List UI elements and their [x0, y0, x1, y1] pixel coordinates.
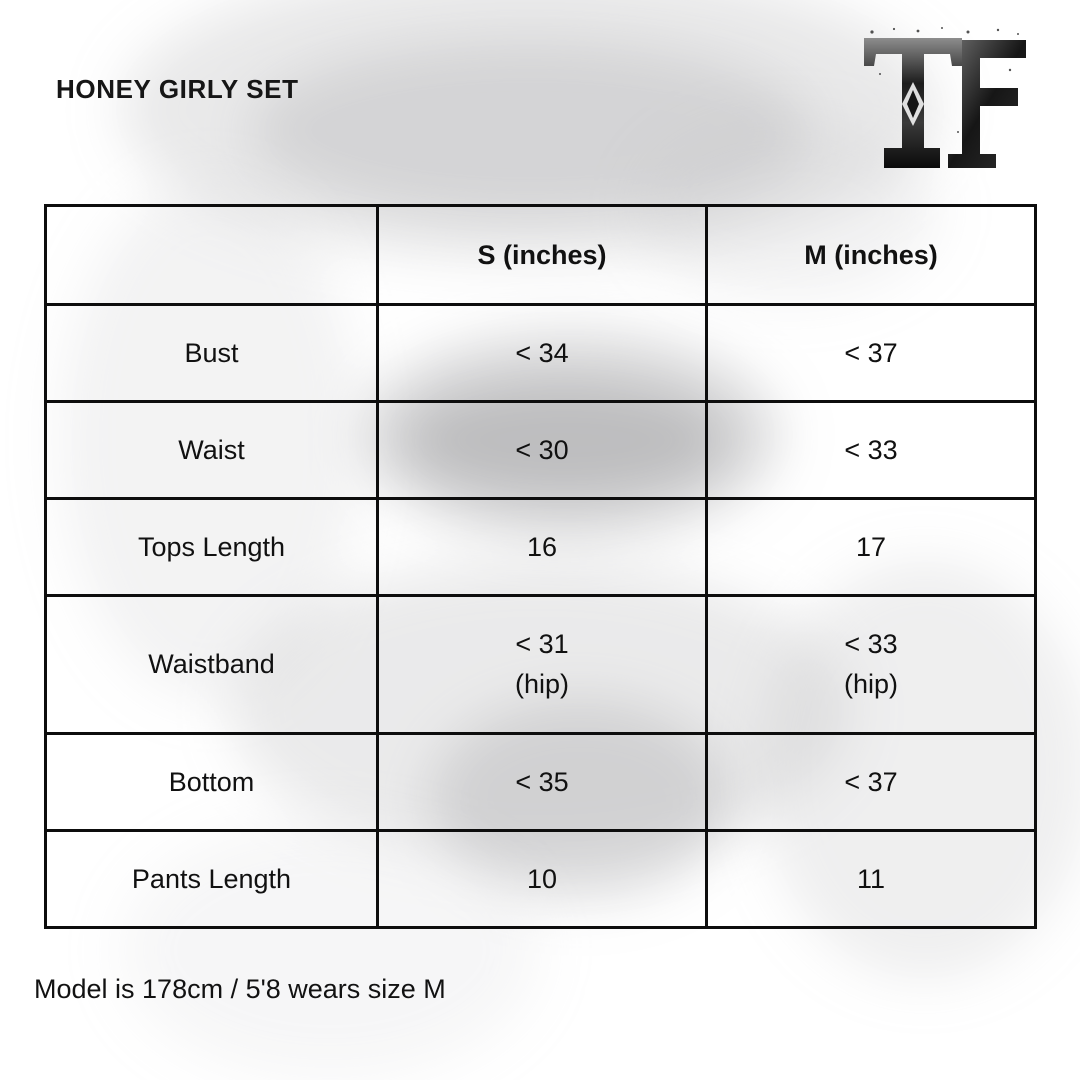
row-value-m: 11: [707, 831, 1036, 928]
table-row: [46, 402, 1036, 499]
row-value-m: < 33: [707, 402, 1036, 499]
row-value-s-main: < 31: [515, 629, 569, 660]
table-row: [46, 305, 1036, 402]
table-row: [46, 734, 1036, 831]
row-value-s: < 30: [378, 402, 707, 499]
header-size-m: M (inches): [707, 206, 1036, 305]
table-header-row: [46, 206, 1036, 305]
model-note: Model is 178cm / 5'8 wears size M: [34, 974, 446, 1004]
table-row: [46, 596, 1036, 734]
row-value-m: < 37: [707, 305, 1036, 402]
row-value-s: [378, 596, 707, 734]
row-value-s: < 34: [378, 305, 707, 402]
row-value-m-note: (hip): [843, 668, 898, 699]
brand-logo-icon: [858, 22, 1034, 174]
row-value-m: < 37: [707, 734, 1036, 831]
header-size-s: S (inches): [378, 206, 707, 305]
row-value-s: 16: [378, 499, 707, 596]
row-value-s-note: (hip): [514, 668, 569, 699]
size-chart-table: [44, 204, 1037, 929]
row-value-m: 17: [707, 499, 1036, 596]
row-value-m: [707, 596, 1036, 734]
row-label: Bust: [46, 305, 378, 402]
row-label: Waist: [46, 402, 378, 499]
row-label: Pants Length: [46, 831, 378, 928]
table-row: [46, 831, 1036, 928]
row-value-s: < 35: [378, 734, 707, 831]
row-label: Waistband: [46, 596, 378, 734]
row-value-s: 10: [378, 831, 707, 928]
table-row: [46, 499, 1036, 596]
row-value-m-main: < 33: [844, 629, 898, 660]
page-title: HONEY GIRLY SET: [56, 74, 299, 104]
row-label: Tops Length: [46, 499, 378, 596]
row-label: Bottom: [46, 734, 378, 831]
header-measurement: [46, 206, 378, 305]
